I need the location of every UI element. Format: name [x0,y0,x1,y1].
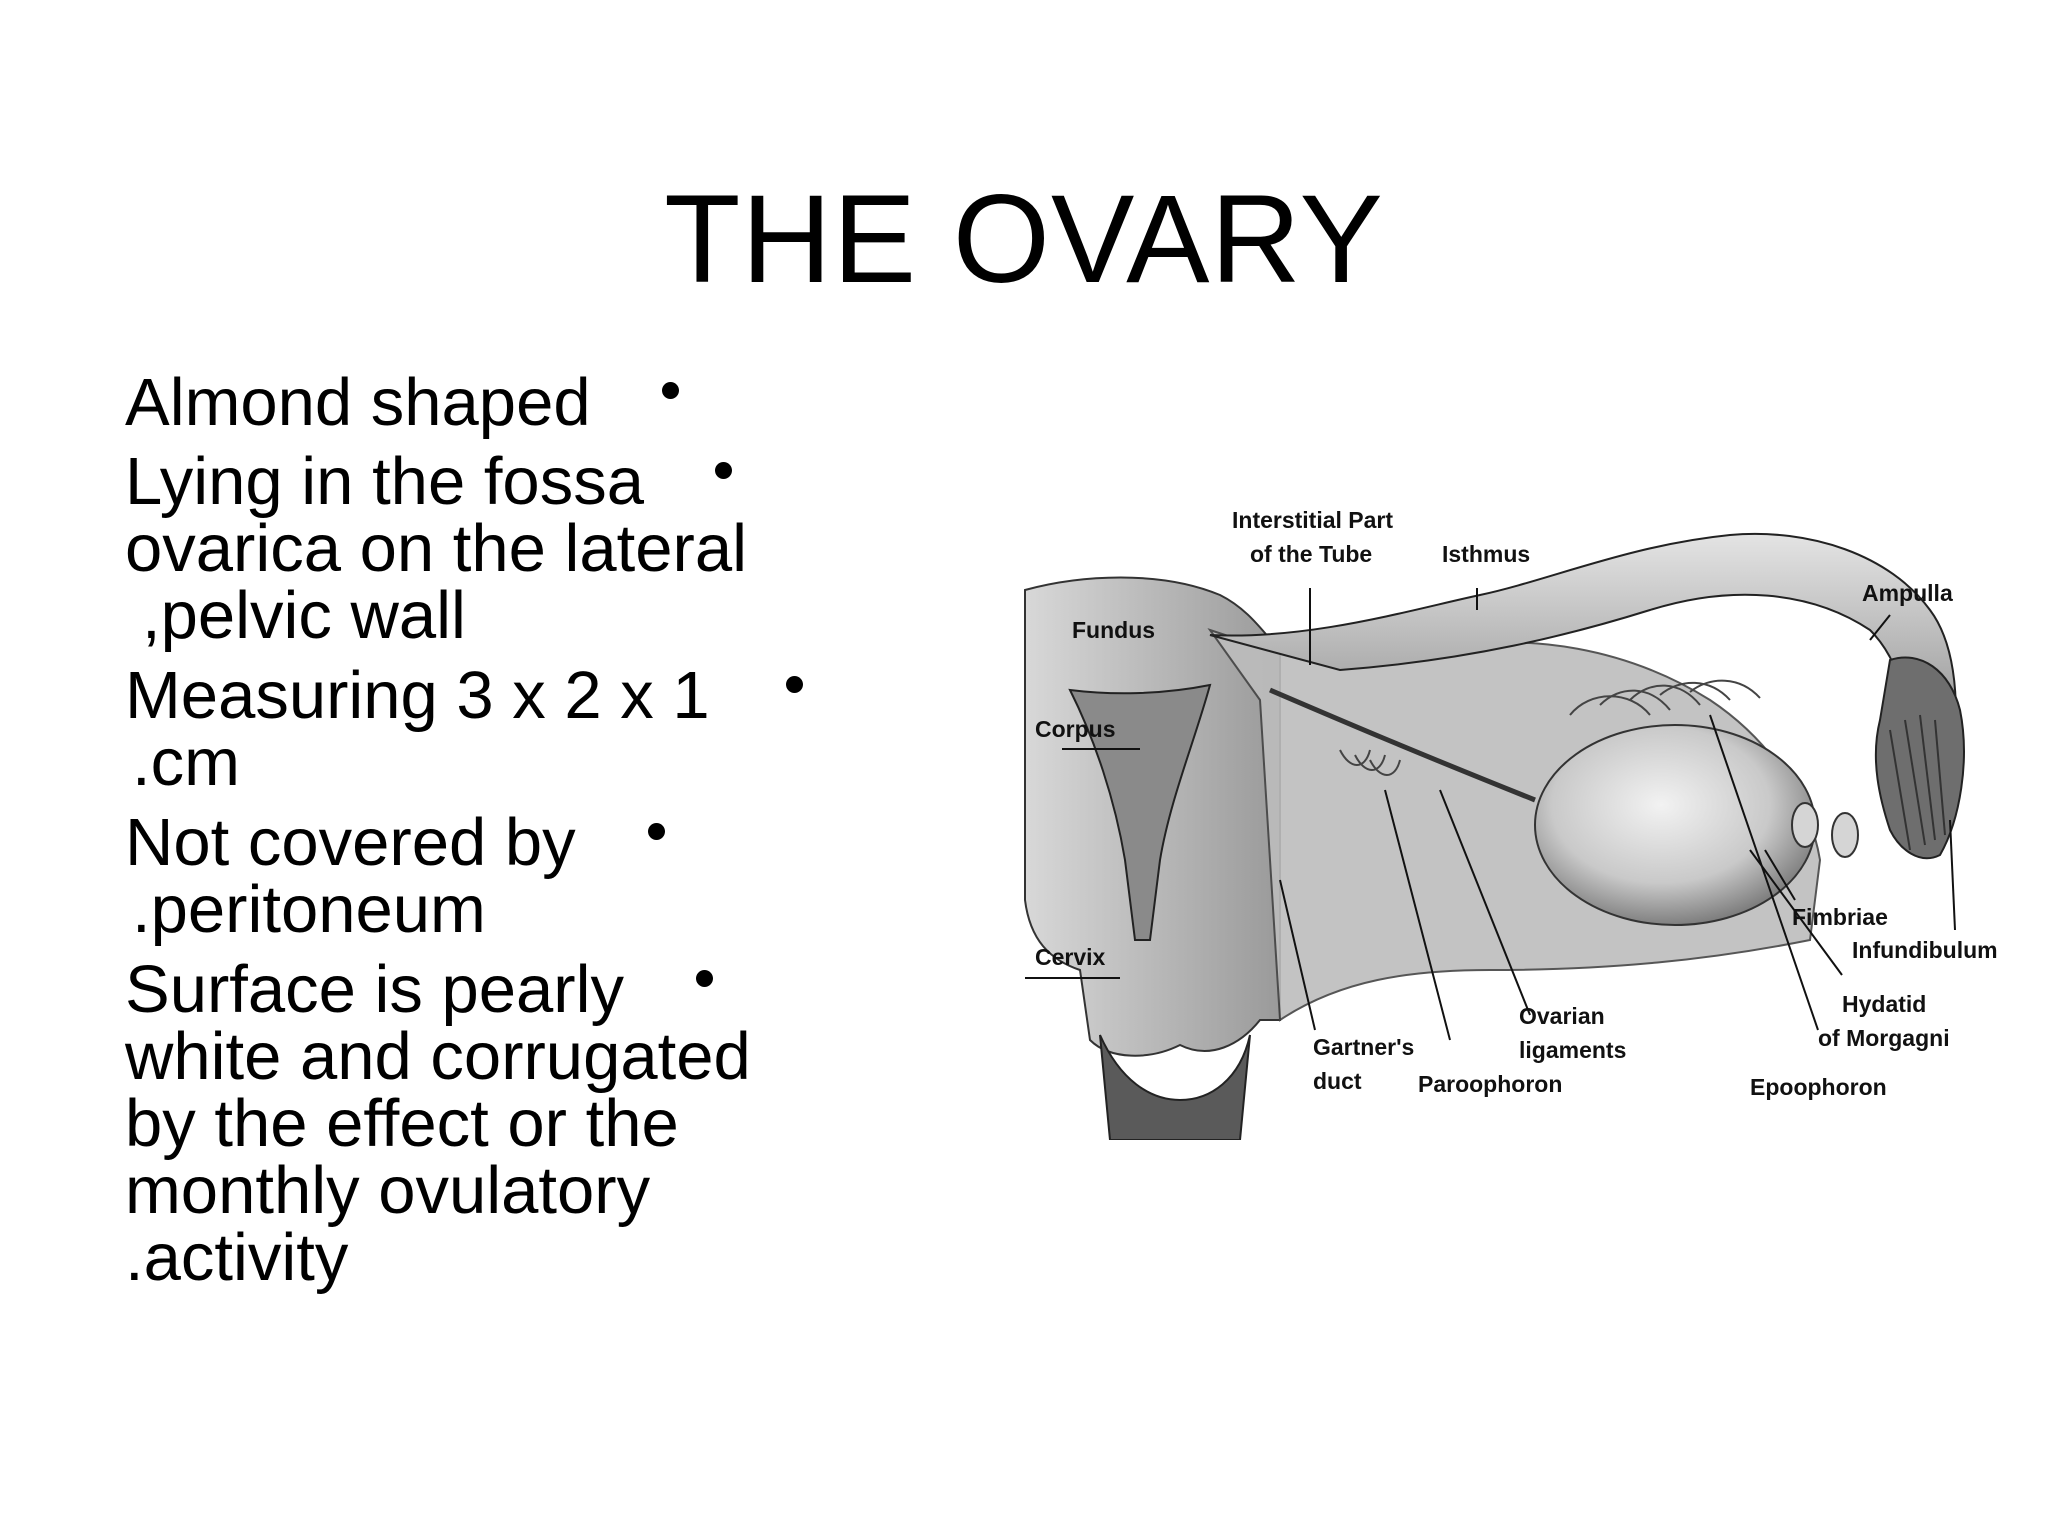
bullet-5-line-1: Surface is pearly [125,952,624,1027]
hydatid-1 [1792,803,1818,847]
hydatid-2 [1832,813,1858,857]
ovary-anatomy-illustration [1010,500,2010,1140]
label-hydatid: Hydatid [1842,991,1927,1017]
label-epoophoron: Epoophoron [1750,1074,1887,1100]
label-corpus: Corpus [1035,716,1116,742]
bullet-marker-2 [715,462,732,479]
label-isthmus: Isthmus [1442,541,1531,567]
bullet-3-line-1: Measuring 3 x 2 x 1 [125,658,710,733]
bullet-marker-5 [696,970,713,987]
bullet-5-line-5: .activity [125,1220,349,1295]
label-duct: duct [1313,1068,1362,1094]
bullet-1-line-1: Almond shaped [125,365,591,440]
bullet-marker-4 [648,823,665,840]
label-infundibulum: Infundibulum [1852,937,1998,963]
label-of-morgagni: of Morgagni [1818,1025,1950,1051]
bullet-2-line-1: Lying in the fossa [125,444,644,519]
bullet-4-line-2: .peritoneum [132,872,486,947]
bullet-2-line-3: ,pelvic wall [142,578,466,653]
label-interstitial-part: Interstitial Part [1232,507,1394,533]
bullet-list [0,0,1000,1536]
bullet-marker-3 [786,676,803,693]
bullet-5-line-4: monthly ovulatory [125,1153,651,1228]
label-paroophoron: Paroophoron [1418,1071,1563,1097]
slide-title: THE OVARY [664,170,1384,309]
label-ligaments: ligaments [1519,1037,1627,1063]
label-fimbriae: Fimbriae [1792,904,1888,930]
anatomy-drawing [1010,500,2010,1140]
bullet-5-line-3: by the effect or the [125,1086,679,1161]
ovary-shape [1535,725,1815,925]
bullet-5-line-2: white and corrugated [125,1019,751,1094]
label-fundus: Fundus [1072,617,1156,643]
label-gartners: Gartner's [1313,1034,1415,1060]
bullet-2-line-2: ovarica on the lateral [125,511,747,586]
label-ampulla: Ampulla [1862,580,1953,606]
bullet-3-line-2: .cm [132,725,240,800]
bullet-4-line-1: Not covered by [125,805,576,880]
label-cervix: Cervix [1035,944,1106,970]
label-of-the-tube: of the Tube [1250,541,1373,567]
label-ovarian: Ovarian [1519,1003,1605,1029]
bullet-marker-1 [662,382,679,399]
